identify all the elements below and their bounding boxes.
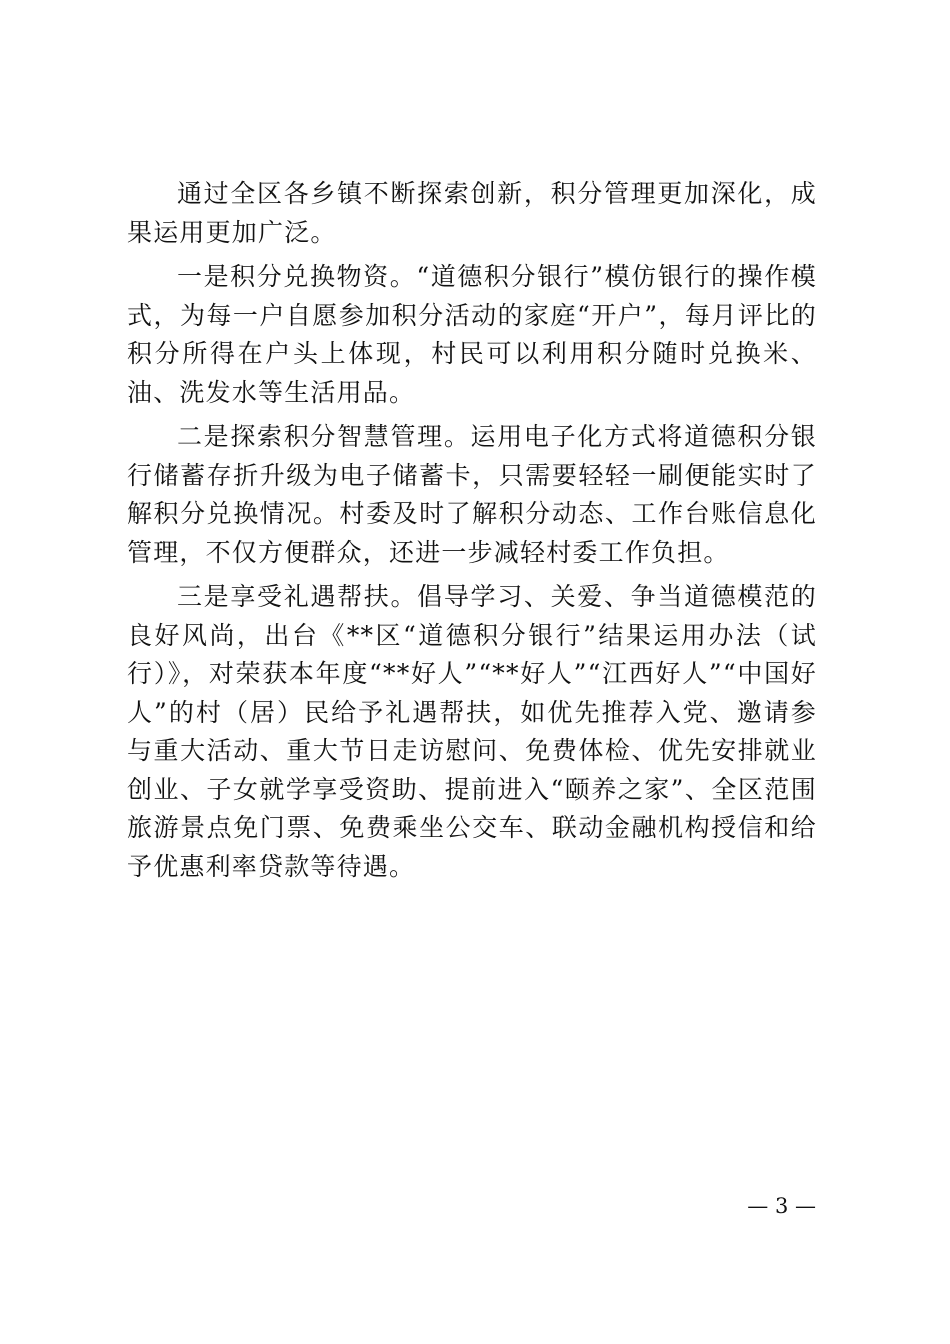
paragraph-point-three: 三是享受礼遇帮扶。倡导学习、关爱、争当道德模范的良好风尚，出台《**区“道德积分银行”结果运用办法（试行）》，对荣获本年度“**好人”“**好人”“江西好人”“中国好人”的村（居）民给予礼遇帮扶，如优先推荐入党、邀请参与重大活动、重大节日走访慰问、免费体检、优先安排就业创业、子女就学享受资助、提前进入“颐养之家”、全区范围旅游景点免门票、免费乘坐公交车、联动金融机构授信和给予优惠利率贷款等待遇。 xyxy=(127,582,817,881)
paragraph-point-two: 二是探索积分智慧管理。运用电子化方式将道德积分银行储蓄存折升级为电子储蓄卡，只需要轻轻一刷便能实时了解积分兑换情况。村委及时了解积分动态、工作台账信息化管理，不仅方便群众，还进一步减轻村委工作负担。 xyxy=(127,422,817,567)
paragraph-point-one: 一是积分兑换物资。“道德积分银行”模仿银行的操作模式，为每一户自愿参加积分活动的家庭“开户”，每月评比的积分所得在户头上体现，村民可以利用积分随时兑换米、油、洗发水等生活用品。 xyxy=(127,262,817,407)
document-body xyxy=(127,175,817,892)
page-number: — 3 — xyxy=(747,1194,816,1218)
paragraph-intro: 通过全区各乡镇不断探索创新，积分管理更加深化，成果运用更加广泛。 xyxy=(127,179,817,247)
